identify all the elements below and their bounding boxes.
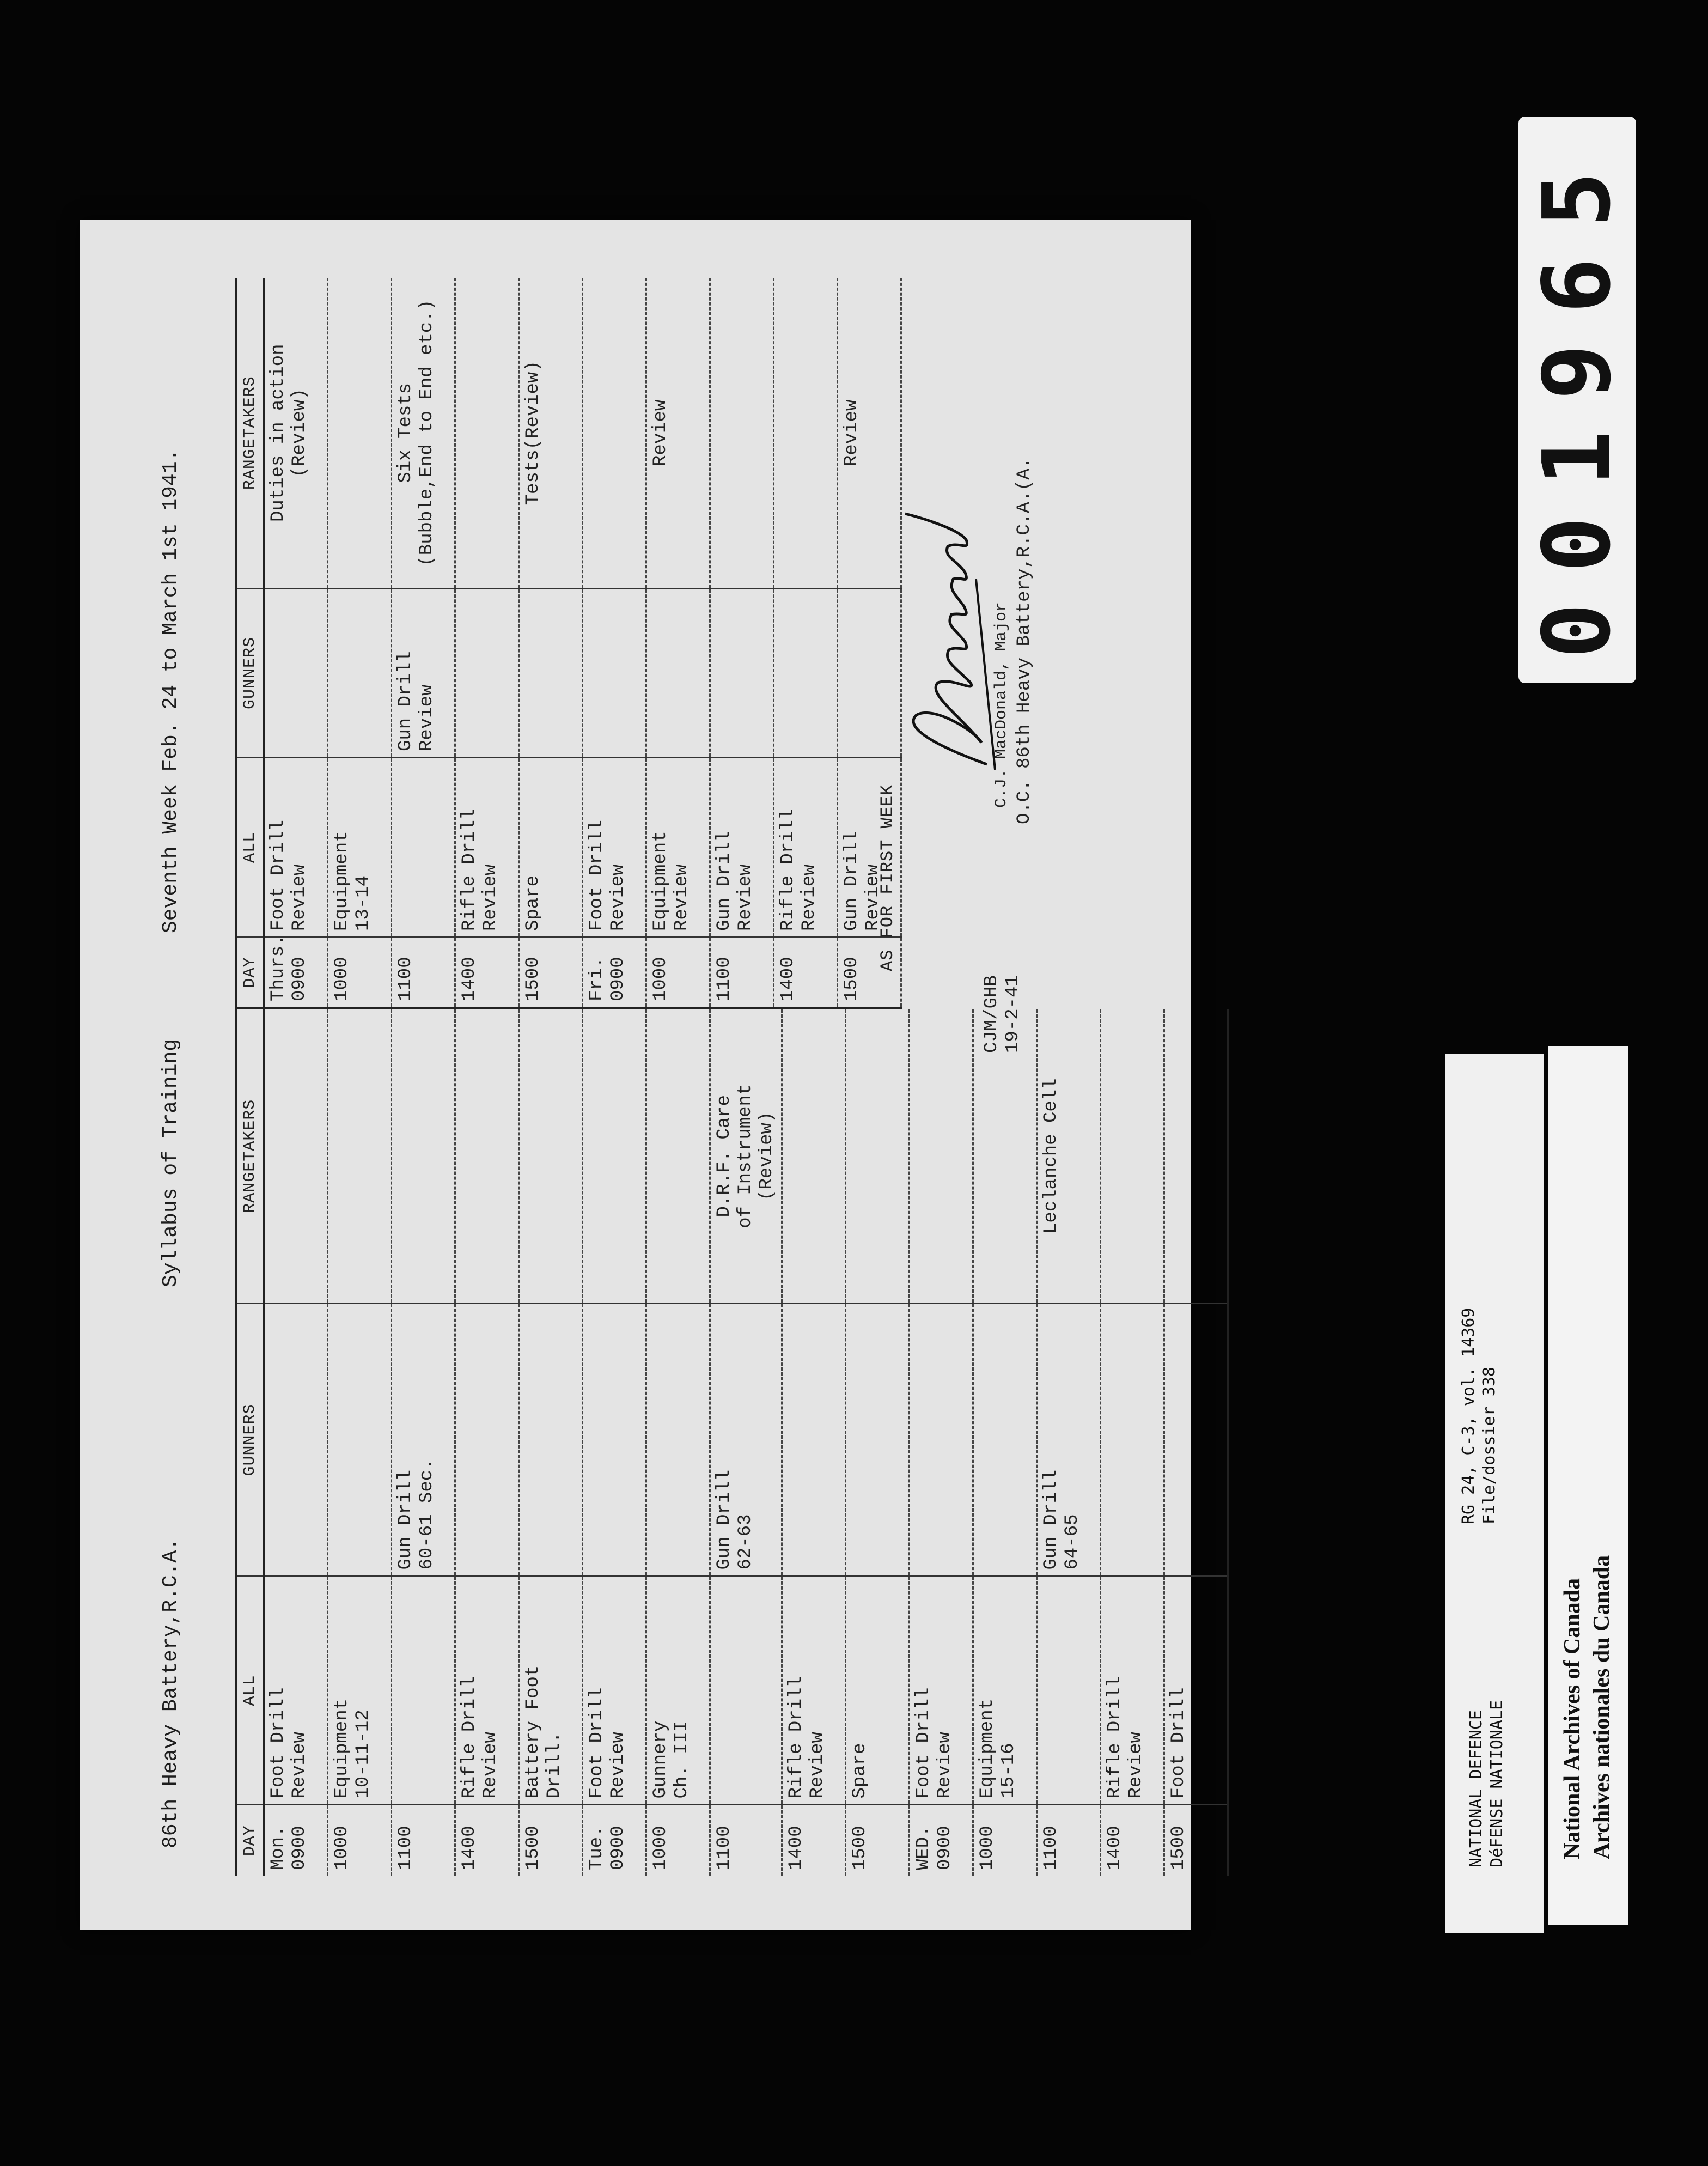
table-row <box>519 278 583 1008</box>
archive-frame-number <box>1518 117 1636 683</box>
table-cell: Gun Drill Review <box>838 758 901 938</box>
day-time-cell: 1400 <box>774 938 838 1008</box>
table-cell: Foot Drill Review <box>583 758 646 938</box>
day-time-cell: 1000 <box>328 938 392 1008</box>
table-cell <box>910 1304 973 1576</box>
day-time-cell: 1500 <box>519 938 583 1008</box>
table-cell <box>392 758 455 938</box>
record-group-reference: RG 24, C-3, vol. 14369 <box>1459 1307 1478 1524</box>
table-cell: Tests(Review) <box>519 278 583 589</box>
table-header-row <box>236 278 264 1008</box>
table-row <box>910 1009 973 1876</box>
day-time-cell: WED. 0900 <box>910 1805 973 1876</box>
table-row <box>328 278 392 1008</box>
table-cell <box>774 278 838 589</box>
table-cell <box>646 1304 710 1576</box>
column-header: ALL <box>236 1576 264 1805</box>
reference-date: 19-2-41 <box>1003 975 1024 1053</box>
table-cell <box>583 589 646 758</box>
table-cell: Leclanche Cell <box>1037 1009 1101 1304</box>
table-row <box>646 278 710 1008</box>
table-cell <box>846 1009 910 1304</box>
day-time-cell: 1000 <box>328 1805 392 1876</box>
table-cell <box>583 1304 646 1576</box>
column-header: GUNNERS <box>236 589 264 758</box>
table-cell <box>1037 1576 1101 1805</box>
day-time-cell: 1500 <box>838 938 901 1008</box>
table-row <box>710 1009 782 1876</box>
table-cell <box>328 1304 392 1576</box>
table-cell <box>264 1304 328 1576</box>
table-cell: Rifle Drill Review <box>774 758 838 938</box>
table-cell <box>1101 1009 1164 1304</box>
table-cell <box>328 1009 392 1304</box>
table-cell: Gun Drill 64-65 <box>1037 1304 1101 1576</box>
table-cell: Equipment 10-11-12 <box>328 1576 392 1805</box>
day-time-cell: Mon. 0900 <box>264 1805 328 1876</box>
archive-reference-label <box>1445 1054 1544 1933</box>
table-cell <box>328 589 392 758</box>
table-cell: Rifle Drill Review <box>455 758 519 938</box>
day-time-cell: 1000 <box>973 1805 1037 1876</box>
table-cell <box>710 1576 782 1805</box>
table-cell: Gunnery Ch. III <box>646 1576 710 1805</box>
day-time-cell: 1400 <box>1101 1805 1164 1876</box>
day-time-cell: 1400 <box>455 1805 519 1876</box>
table-cell <box>455 1009 519 1304</box>
table-cell: Gun Drill Review <box>392 589 455 758</box>
day-time-cell: Tue. 0900 <box>583 1805 646 1876</box>
day-time-cell: 1000 <box>646 938 710 1008</box>
table-cell: Spare <box>519 758 583 938</box>
week-heading: Seventh Week Feb. 24 to March 1st 1941. <box>159 448 182 933</box>
table-row <box>264 1009 328 1876</box>
table-row <box>846 1009 910 1876</box>
day-time-cell: 1500 <box>846 1805 910 1876</box>
handwritten-signature <box>894 481 1003 775</box>
table-row <box>710 278 774 1008</box>
reference-initials: CJM/GHB <box>981 975 1002 1053</box>
table-cell <box>973 1304 1037 1576</box>
department-english: NATIONAL DEFENCE <box>1467 1710 1486 1867</box>
signer-title: O.C. 86th Heavy Battery,R.C.A.(A. <box>1014 457 1035 824</box>
table-cell <box>264 1009 328 1304</box>
table-cell <box>710 278 774 589</box>
table-cell <box>455 1304 519 1576</box>
column-header: DAY <box>236 1805 264 1876</box>
table-cell <box>519 589 583 758</box>
table-cell <box>583 278 646 589</box>
table-cell <box>846 1304 910 1576</box>
day-time-cell: 1100 <box>710 938 774 1008</box>
table-row <box>392 1009 455 1876</box>
table-cell: Rifle Drill Review <box>1101 1576 1164 1805</box>
table-cell: Battery Foot Drill. <box>519 1576 583 1805</box>
institution-french: Archives nationales du Canada <box>1589 1555 1614 1859</box>
table-cell: Spare <box>846 1576 910 1805</box>
table-row <box>646 1009 710 1876</box>
column-header: RANGETAKERS <box>236 278 264 589</box>
table-cell <box>774 589 838 758</box>
table-cell <box>519 1304 583 1576</box>
table-cell: Foot Drill <box>1164 1576 1229 1805</box>
document-title: Syllabus of Training <box>159 1038 182 1287</box>
column-header: DAY <box>236 938 264 1008</box>
table-cell <box>1164 1304 1229 1576</box>
table-cell <box>455 589 519 758</box>
table-row <box>455 278 519 1008</box>
table-row <box>392 278 455 1008</box>
day-time-cell: 1500 <box>519 1805 583 1876</box>
table-cell: Review <box>646 278 710 589</box>
table-cell <box>910 1009 973 1304</box>
table-cell: Foot Drill Review <box>910 1576 973 1805</box>
table-cell <box>519 1009 583 1304</box>
reference-block <box>981 975 1024 1053</box>
table-row <box>264 278 328 1008</box>
table-header-row <box>236 1009 264 1876</box>
table-row <box>973 1009 1037 1876</box>
file-reference: File/dossier 338 <box>1480 1367 1499 1524</box>
table-cell: Gun Drill 62-63 <box>710 1304 782 1576</box>
table-cell <box>328 278 392 589</box>
table-cell: Gun Drill 60-61 Sec. <box>392 1304 455 1576</box>
table-cell: Review <box>838 278 901 589</box>
unit-heading: 86th Heavy Battery,R.C.A. <box>159 1537 182 1848</box>
day-time-cell: 1500 <box>1164 1805 1229 1876</box>
table-row <box>519 1009 583 1876</box>
table-cell: Gun Drill Review <box>710 758 774 938</box>
day-time-cell: 1100 <box>392 938 455 1008</box>
table-cell <box>455 278 519 589</box>
institution-english: National Archives of Canada <box>1560 1578 1585 1859</box>
day-time-cell: 1400 <box>455 938 519 1008</box>
table-cell: Six Tests (Bubble,End to End etc.) <box>392 278 455 589</box>
table-row <box>1037 1009 1101 1876</box>
column-header: RANGETAKERS <box>236 1009 264 1304</box>
table-row <box>774 278 838 1008</box>
table-row <box>1101 1009 1164 1876</box>
day-time-cell: 1000 <box>646 1805 710 1876</box>
table-row <box>455 1009 519 1876</box>
table-cell: Rifle Drill Review <box>782 1576 846 1805</box>
table-row <box>583 278 646 1008</box>
schedule-table-mon-wed <box>235 1009 1229 1876</box>
table-cell <box>782 1009 846 1304</box>
table-cell: Foot Drill Review <box>583 1576 646 1805</box>
table-cell <box>782 1304 846 1576</box>
table-cell: Equipment Review <box>646 758 710 938</box>
saturday-note: AS FOR FIRST WEEK <box>877 784 898 971</box>
table-cell: Foot Drill Review <box>264 1576 328 1805</box>
table-cell <box>392 1576 455 1805</box>
table-cell: Equipment 15-16 <box>973 1576 1037 1805</box>
table-cell: Duties in action (Review) <box>264 278 328 589</box>
day-time-cell: 1100 <box>1037 1805 1101 1876</box>
table-row <box>782 1009 846 1876</box>
schedule-table-thu-fri <box>235 278 902 1010</box>
frame-number-text: 001965 <box>1523 141 1631 659</box>
table-cell <box>646 1009 710 1304</box>
archive-institution-label <box>1548 1046 1628 1925</box>
day-time-cell: 1400 <box>782 1805 846 1876</box>
day-time-cell: Fri. 0900 <box>583 938 646 1008</box>
table-cell <box>1101 1304 1164 1576</box>
table-cell: D.R.F. Care of Instrument (Review) <box>710 1009 782 1304</box>
table-cell: Foot Drill Review <box>264 758 328 938</box>
table-cell <box>973 1009 1037 1304</box>
column-header: ALL <box>236 758 264 938</box>
column-header: GUNNERS <box>236 1304 264 1576</box>
table-row <box>583 1009 646 1876</box>
table-cell: Rifle Drill Review <box>455 1576 519 1805</box>
day-time-cell: 1100 <box>710 1805 782 1876</box>
day-time-cell: 1100 <box>392 1805 455 1876</box>
department-french: DéFENSE NATIONALE <box>1487 1700 1506 1867</box>
table-row <box>328 1009 392 1876</box>
table-cell <box>583 1009 646 1304</box>
table-cell <box>264 589 328 758</box>
table-cell <box>1164 1009 1229 1304</box>
table-cell <box>392 1009 455 1304</box>
document-content <box>99 220 1188 1908</box>
table-cell: Equipment 13-14 <box>328 758 392 938</box>
table-cell <box>646 589 710 758</box>
table-cell <box>838 589 901 758</box>
signer-name: C.J. MacDonald, Major <box>992 601 1011 808</box>
document-page <box>80 220 1191 1930</box>
table-cell <box>710 589 774 758</box>
day-time-cell: Thurs. 0900 <box>264 938 328 1008</box>
table-row <box>1164 1009 1229 1876</box>
